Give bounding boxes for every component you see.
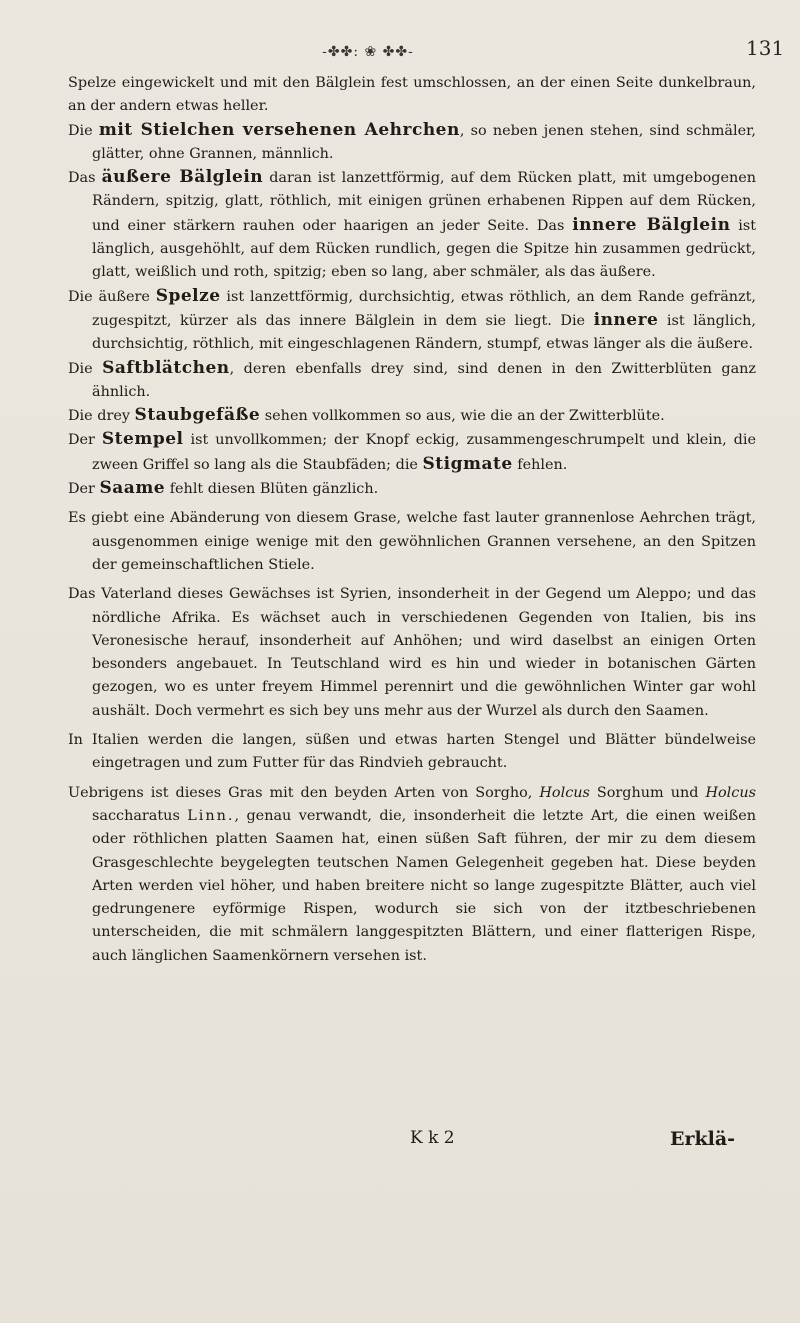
text-span: , deren ebenfalls drey sind, sind denen in den Zwitterblüten ganz ähnlich. xyxy=(92,360,756,400)
text-span: In Italien werden die langen, süßen und etwas harten Stengel und Blätter bündelweise eingetragen und zum Futter für das Rindvieh gebraucht. xyxy=(68,732,756,772)
paragraph-4 xyxy=(68,285,756,357)
text-span: fehlen. xyxy=(512,456,568,473)
author-abbrev: Linn. xyxy=(187,807,235,824)
page-header xyxy=(0,30,800,70)
text-span: ist unvollkommen; der Knopf eckig, zusammengeschrumpelt und klein, die zween Griffel so lang als die Staubfäden; die xyxy=(92,432,756,473)
text-span: , so neben jenen stehen, sind schmäler, glätter, ohne Grannen, männlich. xyxy=(92,122,756,162)
text-span: Die äußere xyxy=(68,288,156,305)
text-span: Das Vaterland dieses Gewächses ist Syrien, insonderheit in der Gegend um Aleppo; und das nördliche Afrika. Es wächset auch in verschiedenen Gegenden von Italien, bis ins Veronesische herauf, insonderheit auf Anhöhen; und wird daselbst an einigen Orten besonders angebauet. In Teutschland wird es hin und wieder in botanischen Gärten gezogen, wo es unter freyem Himmel perennirt und die gewöhnlichen Winter gar wohl aushält. Doch vermehrt es sich bey uns mehr aus der Wurzel als durch den Saamen. xyxy=(68,586,756,719)
heading-term: Staubgefäße xyxy=(134,405,261,426)
text-span: ist lanzettförmig, durchsichtig, etwas röthlich, an dem Rande gefränzt, zugespitzt, kürzer als das innere Bälglein in dem sie liegt. Die xyxy=(92,288,756,329)
catchword: Erklä- xyxy=(670,1128,736,1150)
paragraph-11 xyxy=(68,729,756,776)
heading-term: Spelze xyxy=(155,285,221,306)
heading-term: innere xyxy=(593,309,659,330)
text-span: Spelze eingewickelt und mit den Bälglein fest umschlossen, an der einen Seite dunkelbraun, an der andern etwas heller. xyxy=(68,75,756,115)
text-span: daran ist lanzettförmig, auf dem Rücken platt, mit umgebogenen Rändern, spitzig, glatt, röthlich, mit einigen grünen erhabenen Rippen auf dem Rücken, und einer stärkern rauhen oder haarigen an jeder Seite. Das xyxy=(92,170,757,234)
text-span: Die drey xyxy=(68,408,135,425)
heading-term: äußere Bälglein xyxy=(101,167,264,188)
text-span: Der xyxy=(68,432,102,449)
paragraph-9 xyxy=(68,507,756,577)
body-text xyxy=(68,72,756,968)
text-span: Die xyxy=(68,360,103,377)
heading-term: innere Bälglein xyxy=(572,214,731,235)
page-footer xyxy=(0,1128,800,1158)
text-span: saccharatus xyxy=(92,807,188,824)
heading-term: Saame xyxy=(99,478,166,499)
paragraph-12 xyxy=(68,782,756,968)
text-span: ist länglich, durchsichtig, röthlich, mit eingeschlagenen Rändern, stumpf, etwas länger als die äußere. xyxy=(92,312,756,353)
heading-term: Stigmate xyxy=(422,453,513,474)
heading-term: mit Stielchen versehenen Aehrchen xyxy=(98,119,460,140)
text-span: Der xyxy=(68,481,100,498)
paragraph-7 xyxy=(68,428,756,477)
paragraph-2 xyxy=(68,119,756,167)
heading-term: Stempel xyxy=(101,429,184,450)
text-span: Das xyxy=(68,170,102,187)
paragraph-10 xyxy=(68,583,756,723)
paragraph-1 xyxy=(68,72,756,119)
page-number: 131 xyxy=(746,36,785,60)
text-span: fehlt diesen Blüten gänzlich. xyxy=(165,481,379,498)
sheet-signature: K k 2 xyxy=(410,1128,455,1148)
paragraph-3 xyxy=(68,166,756,284)
text-span: Es giebt eine Abänderung von diesem Grase, welche fast lauter grannenlose Aehrchen trägt, ausgenommen einige wenige mit den gewöhnlichen Grannen versehene, an den Spitzen der gemeinschaftlichen Stiele. xyxy=(68,510,756,573)
text-span: Die xyxy=(68,122,99,139)
heading-term: Saftblätchen xyxy=(102,357,230,378)
paragraph-6 xyxy=(68,404,756,428)
paragraph-8 xyxy=(68,477,756,501)
paragraph-5 xyxy=(68,357,756,405)
text-span: Uebrigens ist dieses Gras mit den beyden Arten von Sorgho, xyxy=(68,784,540,801)
text-span: ist länglich, ausgehöhlt, auf dem Rücken rundlich, gegen die Spitze hin zusammen gedrückt, glatt, weißlich und roth, spitzig; eben so lang, aber schmäler, als das äußere. xyxy=(92,217,756,281)
header-ornament: -✤✤: ❀ ✤✤- xyxy=(322,44,414,60)
italic-term: Holcus xyxy=(539,784,590,801)
text-span: , genau verwandt, die, insonderheit die letzte Art, die einen weißen oder röthlichen platten Saamen hat, einen süßen Saft führen, der mir zu dem diesem Grasgeschlechte beygelegten teutschen Namen Gelegenheit gegeben hat. Diese beyden Arten werden viel höher, und haben breitere nicht so lange zugespitzte Blätter, auch viel gedrungenere eyförmige Rispen, wodurch sie sich von der itztbeschriebenen unterscheiden, die mit schmälern langgespitzten Blättern, und einer flatterigen Rispe, auch länglichen Saamenkörnern versehen ist. xyxy=(92,807,756,964)
italic-term: Holcus xyxy=(705,784,756,801)
text-span: sehen vollkommen so aus, wie die an der Zwitterblüte. xyxy=(260,408,665,425)
text-span: Sorghum und xyxy=(589,784,706,801)
